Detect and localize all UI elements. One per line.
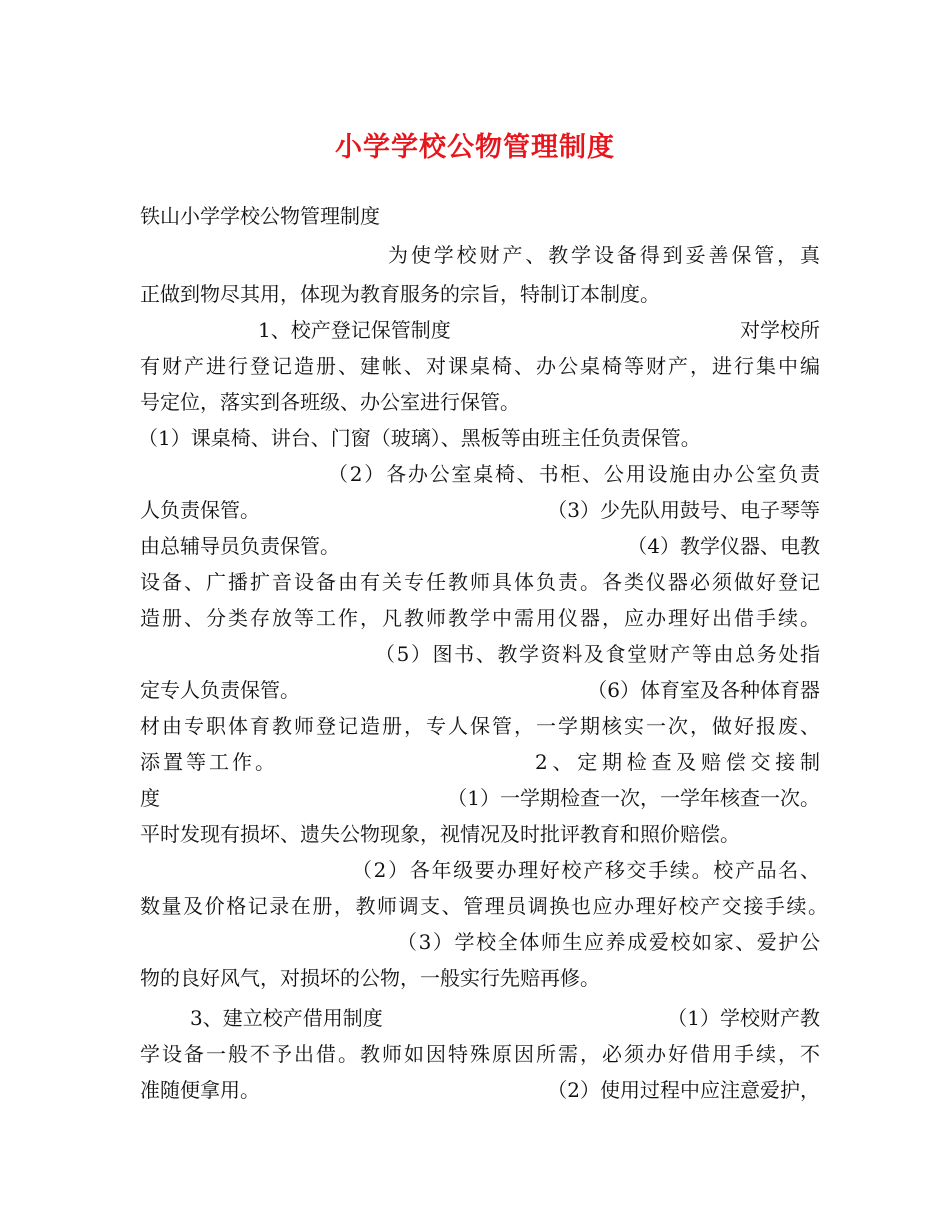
text-line: 号定位，落实到各班级、办公室进行保管。: [140, 390, 520, 414]
text-line: 学设备一般不予出借。教师如因特殊原因所需，必须办好借用手续，不: [140, 1042, 820, 1066]
text-line: 铁山小学学校公物管理制度: [140, 204, 380, 228]
text-line: （4）教学仪器、电教: [627, 534, 820, 558]
text-line: 平时发现有损坏、遗失公物现象，视情况及时批评教育和照价赔偿。: [140, 822, 740, 846]
text-line: 准随便拿用。: [140, 1078, 260, 1102]
text-line: 3、建立校产借用制度: [190, 1006, 383, 1030]
text-line: （3）学校全体师生应养成爱校如家、爱护公: [397, 930, 820, 954]
text-line: 材由专职体育教师登记造册，专人保管，一学期核实一次，做好报废、: [140, 714, 820, 738]
text-line: （2）各年级要办理好校产移交手续。校产品名、: [352, 858, 820, 882]
text-line: 定专人负责保管。: [140, 678, 300, 702]
text-line: （1）一学期检查一次，一学年核查一次。: [447, 786, 820, 810]
text-line: 对学校所: [740, 318, 820, 342]
text-line: （3）少先队用鼓号、电子琴等: [547, 498, 820, 522]
text-line: 有财产进行登记造册、建帐、对课桌椅、办公桌椅等财产，进行集中编: [140, 354, 820, 378]
document-title: 小学学校公物管理制度: [335, 132, 615, 163]
text-line: （1）学校财产教: [667, 1006, 820, 1030]
text-line: 设备、广播扩音设备由有关专任教师具体负责。各类仪器必须做好登记: [140, 570, 820, 594]
text-line: 数量及价格记录在册，教师调支、管理员调换也应办理好校产交接手续。: [140, 894, 828, 918]
text-line: 度: [140, 786, 160, 810]
text-line: （5）图书、教学资料及食堂财产等由总务处指: [375, 642, 820, 666]
text-line: 正做到物尽其用，体现为教育服务的宗旨，特制订本制度。: [140, 282, 660, 306]
text-line: （1）课桌椅、讲台、门窗（玻璃）、黑板等由班主任负责保管。: [138, 426, 701, 450]
text-line: 为使学校财产、教学设备得到妥善保管，真: [388, 243, 820, 267]
text-line: 物的良好风气，对损坏的公物，一般实行先赔再修。: [140, 966, 600, 990]
text-line: 造册、分类存放等工作，凡教师教学中需用仪器，应办理好出借手续。: [140, 606, 820, 630]
text-line: 由总辅导员负责保管。: [140, 534, 340, 558]
text-line: 2、定期检查及赔偿交接制: [535, 750, 820, 774]
text-line: 人负责保管。: [140, 498, 260, 522]
text-line: 添置等工作。: [140, 750, 278, 774]
text-line: （2）使用过程中应注意爱护，: [547, 1078, 820, 1102]
text-line: （2）各办公室桌椅、书柜、公用设施由办公室负责: [328, 462, 820, 486]
text-line: 1、校产登记保管制度: [258, 318, 451, 342]
text-line: （6）体育室及各种体育器: [587, 678, 820, 702]
